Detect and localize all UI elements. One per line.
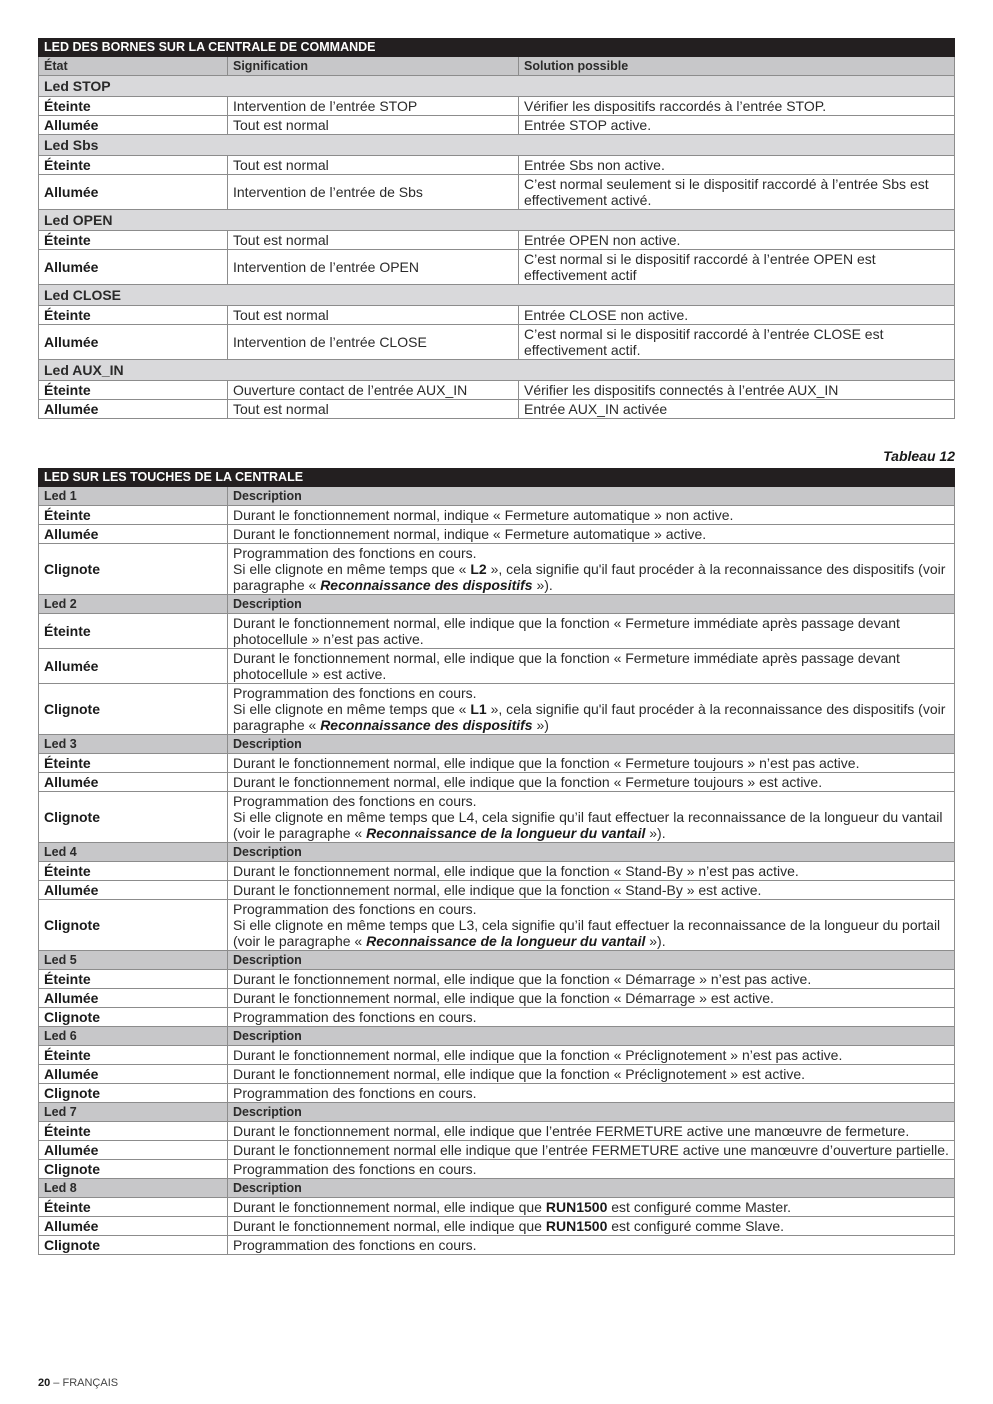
state-cell: Allumée bbox=[39, 773, 228, 792]
description-text: Programmation des fonctions en cours. bbox=[233, 1161, 477, 1177]
table-row bbox=[39, 754, 955, 773]
meaning-cell: Intervention de l’entrée OPEN bbox=[228, 250, 519, 285]
description-text: Durant le fonctionnement normal, elle indique que l’entrée FERMETURE active une manœuvre de fermeture. bbox=[233, 1123, 910, 1139]
description-cell bbox=[228, 1065, 955, 1084]
group-label: Led AUX_IN bbox=[39, 360, 955, 381]
state-cell: Éteinte bbox=[39, 156, 228, 175]
page-footer bbox=[38, 1377, 118, 1389]
description-cell bbox=[228, 989, 955, 1008]
meaning-cell: Intervention de l’entrée CLOSE bbox=[228, 325, 519, 360]
solution-cell: Entrée STOP active. bbox=[519, 116, 955, 135]
description-text: est configuré comme Slave. bbox=[607, 1218, 784, 1234]
description-cell bbox=[228, 506, 955, 525]
description-text: Programmation des fonctions en cours. bbox=[233, 1237, 477, 1253]
description-text: », cela signifie qu'il faut procéder à la reconnaissance des dispositifs (voir paragraphe « bbox=[233, 701, 946, 733]
description-cell bbox=[228, 970, 955, 989]
column-header-description: Description bbox=[228, 1103, 955, 1122]
description-text: ») bbox=[532, 717, 549, 733]
column-header-description: Description bbox=[228, 1027, 955, 1046]
group-label: Led STOP bbox=[39, 76, 955, 97]
column-header-description: Description bbox=[228, 595, 955, 614]
description-cell bbox=[228, 1084, 955, 1103]
description-text: Programmation des fonctions en cours. bbox=[233, 1009, 477, 1025]
state-cell: Éteinte bbox=[39, 1198, 228, 1217]
description-cell bbox=[228, 792, 955, 843]
state-cell: Allumée bbox=[39, 989, 228, 1008]
led-label: Led 6 bbox=[39, 1027, 228, 1046]
table-row bbox=[39, 1008, 955, 1027]
description-text: Si elle clignote en même temps que L3, cela signifie qu’il faut effectuer la reconnaissance de la longueur du portail (voir le paragraphe « bbox=[233, 917, 941, 949]
table-row bbox=[39, 773, 955, 792]
meaning-cell: Tout est normal bbox=[228, 231, 519, 250]
state-cell: Clignote bbox=[39, 900, 228, 951]
group-label: Led CLOSE bbox=[39, 285, 955, 306]
section-header-row bbox=[39, 487, 955, 506]
state-cell: Éteinte bbox=[39, 1046, 228, 1065]
description-text: Durant le fonctionnement normal, elle indique que la fonction « Fermeture immédiate après passage devant photocellule » n’est pas active. bbox=[233, 615, 900, 647]
led-label: Led 4 bbox=[39, 843, 228, 862]
table-row bbox=[39, 1198, 955, 1217]
column-header-description: Description bbox=[228, 1179, 955, 1198]
section-header-row bbox=[39, 1103, 955, 1122]
description-text: Programmation des fonctions en cours. bbox=[233, 685, 477, 701]
state-cell: Clignote bbox=[39, 1008, 228, 1027]
table-title: LED DES BORNES SUR LA CENTRALE DE COMMANDE bbox=[39, 39, 955, 57]
description-cell bbox=[228, 1160, 955, 1179]
section-header-row bbox=[39, 843, 955, 862]
description-text: Durant le fonctionnement normal, elle indique que la fonction « Démarrage » n’est pas active. bbox=[233, 971, 812, 987]
group-row bbox=[39, 135, 955, 156]
column-header-description: Description bbox=[228, 843, 955, 862]
description-text: Programmation des fonctions en cours. bbox=[233, 1085, 477, 1101]
description-text: »). bbox=[645, 825, 666, 841]
column-header-description: Description bbox=[228, 735, 955, 754]
state-cell: Éteinte bbox=[39, 862, 228, 881]
led-label: Led 1 bbox=[39, 487, 228, 506]
state-cell: Clignote bbox=[39, 684, 228, 735]
description-text: Durant le fonctionnement normal, elle indique que bbox=[233, 1199, 546, 1215]
emphasis-text: RUN1500 bbox=[545, 1218, 608, 1234]
terminal-led-table bbox=[38, 38, 955, 419]
table-row bbox=[39, 156, 955, 175]
led-label: Led 3 bbox=[39, 735, 228, 754]
table-row bbox=[39, 506, 955, 525]
description-text: »). bbox=[532, 577, 553, 593]
meaning-cell: Ouverture contact de l’entrée AUX_IN bbox=[228, 381, 519, 400]
emphasis-text: L1 bbox=[470, 701, 487, 717]
group-row bbox=[39, 76, 955, 97]
state-cell: Éteinte bbox=[39, 1122, 228, 1141]
state-cell: Clignote bbox=[39, 792, 228, 843]
solution-cell: Entrée Sbs non active. bbox=[519, 156, 955, 175]
description-cell bbox=[228, 525, 955, 544]
description-text: Si elle clignote en même temps que « bbox=[233, 701, 471, 717]
group-row bbox=[39, 210, 955, 231]
state-cell: Allumée bbox=[39, 250, 228, 285]
state-cell: Allumée bbox=[39, 525, 228, 544]
table-row bbox=[39, 881, 955, 900]
state-cell: Clignote bbox=[39, 544, 228, 595]
table-row bbox=[39, 792, 955, 843]
table-row bbox=[39, 1046, 955, 1065]
table-row bbox=[39, 1122, 955, 1141]
description-text: est configuré comme Master. bbox=[607, 1199, 791, 1215]
table-row bbox=[39, 614, 955, 649]
section-header-row bbox=[39, 735, 955, 754]
table-row bbox=[39, 97, 955, 116]
state-cell: Allumée bbox=[39, 649, 228, 684]
led-label: Led 2 bbox=[39, 595, 228, 614]
emphasis-text: Reconnaissance des dispositifs bbox=[320, 717, 533, 733]
state-cell: Éteinte bbox=[39, 506, 228, 525]
table-row bbox=[39, 306, 955, 325]
table-row bbox=[39, 1217, 955, 1236]
description-cell bbox=[228, 1198, 955, 1217]
solution-cell: Vérifier les dispositifs raccordés à l’entrée STOP. bbox=[519, 97, 955, 116]
meaning-cell: Tout est normal bbox=[228, 156, 519, 175]
meaning-cell: Tout est normal bbox=[228, 306, 519, 325]
state-cell: Allumée bbox=[39, 325, 228, 360]
meaning-cell: Tout est normal bbox=[228, 400, 519, 419]
emphasis-text: Reconnaissance de la longueur du vantail bbox=[366, 933, 646, 949]
description-text: Si elle clignote en même temps que « bbox=[233, 561, 471, 577]
table-row bbox=[39, 684, 955, 735]
solution-cell: C’est normal si le dispositif raccordé à l’entrée CLOSE est effectivement actif. bbox=[519, 325, 955, 360]
description-cell bbox=[228, 614, 955, 649]
table-row bbox=[39, 175, 955, 210]
section-header-row bbox=[39, 1027, 955, 1046]
table-row bbox=[39, 989, 955, 1008]
state-cell: Éteinte bbox=[39, 754, 228, 773]
description-text: Durant le fonctionnement normal, elle indique que la fonction « Fermeture immédiate après passage devant photocellule » est active. bbox=[233, 650, 900, 682]
solution-cell: Entrée OPEN non active. bbox=[519, 231, 955, 250]
state-cell: Allumée bbox=[39, 400, 228, 419]
description-cell bbox=[228, 684, 955, 735]
table-caption: Tableau 12 bbox=[883, 448, 955, 464]
solution-cell: Vérifier les dispositifs connectés à l’entrée AUX_IN bbox=[519, 381, 955, 400]
description-text: Si elle clignote en même temps que L4, cela signifie qu’il faut effectuer la reconnaissance de la longueur du vantail (voir le paragraphe « bbox=[233, 809, 943, 841]
description-text: Durant le fonctionnement normal elle indique que l’entrée FERMETURE active une manœuvre d’ouverture partielle. bbox=[233, 1142, 949, 1158]
group-label: Led Sbs bbox=[39, 135, 955, 156]
table-row bbox=[39, 400, 955, 419]
column-header-state: État bbox=[39, 57, 228, 76]
description-text: Durant le fonctionnement normal, indique « Fermeture automatique » active. bbox=[233, 526, 707, 542]
description-text: Programmation des fonctions en cours. bbox=[233, 545, 477, 561]
column-header-description: Description bbox=[228, 487, 955, 506]
solution-cell: C’est normal si le dispositif raccordé à l’entrée OPEN est effectivement actif bbox=[519, 250, 955, 285]
description-cell bbox=[228, 773, 955, 792]
button-led-table bbox=[38, 468, 955, 1255]
table-title: LED SUR LES TOUCHES DE LA CENTRALE bbox=[39, 469, 955, 487]
description-text: »). bbox=[645, 933, 666, 949]
description-cell bbox=[228, 1122, 955, 1141]
table-row bbox=[39, 1065, 955, 1084]
state-cell: Clignote bbox=[39, 1236, 228, 1255]
section-header-row bbox=[39, 951, 955, 970]
description-text: Programmation des fonctions en cours. bbox=[233, 793, 477, 809]
description-text: Durant le fonctionnement normal, elle indique que la fonction « Préclignotement » n’est pas active. bbox=[233, 1047, 843, 1063]
description-text: Durant le fonctionnement normal, elle indique que la fonction « Stand-By » n’est pas active. bbox=[233, 863, 799, 879]
table-row bbox=[39, 250, 955, 285]
table-row bbox=[39, 970, 955, 989]
state-cell: Éteinte bbox=[39, 614, 228, 649]
table-row bbox=[39, 900, 955, 951]
description-text: Durant le fonctionnement normal, elle indique que bbox=[233, 1218, 546, 1234]
solution-cell: Entrée CLOSE non active. bbox=[519, 306, 955, 325]
description-cell bbox=[228, 754, 955, 773]
solution-cell: C’est normal seulement si le dispositif raccordé à l’entrée Sbs est effectivement activé. bbox=[519, 175, 955, 210]
table-row bbox=[39, 1236, 955, 1255]
group-row bbox=[39, 360, 955, 381]
table-row bbox=[39, 231, 955, 250]
led-label: Led 5 bbox=[39, 951, 228, 970]
group-row bbox=[39, 285, 955, 306]
section-header-row bbox=[39, 1179, 955, 1198]
description-text: Durant le fonctionnement normal, indique « Fermeture automatique » non active. bbox=[233, 507, 734, 523]
led-label: Led 7 bbox=[39, 1103, 228, 1122]
description-text: Durant le fonctionnement normal, elle indique que la fonction « Fermeture toujours » est active. bbox=[233, 774, 823, 790]
description-text: Durant le fonctionnement normal, elle indique que la fonction « Fermeture toujours » n’est pas active. bbox=[233, 755, 860, 771]
description-cell bbox=[228, 862, 955, 881]
table-row bbox=[39, 544, 955, 595]
description-cell bbox=[228, 900, 955, 951]
state-cell: Allumée bbox=[39, 116, 228, 135]
emphasis-text: L2 bbox=[470, 561, 487, 577]
description-cell bbox=[228, 649, 955, 684]
table-row bbox=[39, 1141, 955, 1160]
table-row bbox=[39, 862, 955, 881]
table-row bbox=[39, 116, 955, 135]
section-header-row bbox=[39, 595, 955, 614]
page-number: 20 bbox=[38, 1377, 51, 1389]
state-cell: Éteinte bbox=[39, 970, 228, 989]
table-row bbox=[39, 1084, 955, 1103]
state-cell: Éteinte bbox=[39, 97, 228, 116]
column-header-meaning: Signification bbox=[228, 57, 519, 76]
table-row bbox=[39, 649, 955, 684]
state-cell: Clignote bbox=[39, 1160, 228, 1179]
column-header-description: Description bbox=[228, 951, 955, 970]
meaning-cell: Intervention de l’entrée STOP bbox=[228, 97, 519, 116]
state-cell: Allumée bbox=[39, 881, 228, 900]
solution-cell: Entrée AUX_IN activée bbox=[519, 400, 955, 419]
description-cell bbox=[228, 881, 955, 900]
table-row bbox=[39, 381, 955, 400]
state-cell: Éteinte bbox=[39, 306, 228, 325]
column-header-solution: Solution possible bbox=[519, 57, 955, 76]
led-label: Led 8 bbox=[39, 1179, 228, 1198]
emphasis-text: Reconnaissance des dispositifs bbox=[320, 577, 533, 593]
description-text: Durant le fonctionnement normal, elle indique que la fonction « Préclignotement » est active. bbox=[233, 1066, 806, 1082]
description-cell bbox=[228, 1236, 955, 1255]
state-cell: Clignote bbox=[39, 1084, 228, 1103]
description-cell bbox=[228, 1046, 955, 1065]
description-cell bbox=[228, 1141, 955, 1160]
meaning-cell: Tout est normal bbox=[228, 116, 519, 135]
footer-language: – FRANÇAIS bbox=[50, 1377, 119, 1389]
state-cell: Allumée bbox=[39, 1141, 228, 1160]
description-text: Durant le fonctionnement normal, elle indique que la fonction « Stand-By » est active. bbox=[233, 882, 762, 898]
state-cell: Allumée bbox=[39, 1217, 228, 1236]
description-text: », cela signifie qu'il faut procéder à la reconnaissance des dispositifs (voir paragraphe « bbox=[233, 561, 946, 593]
state-cell: Allumée bbox=[39, 175, 228, 210]
meaning-cell: Intervention de l’entrée de Sbs bbox=[228, 175, 519, 210]
description-text: Programmation des fonctions en cours. bbox=[233, 901, 477, 917]
description-cell bbox=[228, 1008, 955, 1027]
emphasis-text: RUN1500 bbox=[545, 1199, 608, 1215]
table-row bbox=[39, 525, 955, 544]
table-row bbox=[39, 1160, 955, 1179]
description-text: Durant le fonctionnement normal, elle indique que la fonction « Démarrage » est active. bbox=[233, 990, 774, 1006]
state-cell: Éteinte bbox=[39, 381, 228, 400]
table-row bbox=[39, 325, 955, 360]
description-cell bbox=[228, 1217, 955, 1236]
group-label: Led OPEN bbox=[39, 210, 955, 231]
state-cell: Éteinte bbox=[39, 231, 228, 250]
emphasis-text: Reconnaissance de la longueur du vantail bbox=[366, 825, 646, 841]
description-cell bbox=[228, 544, 955, 595]
state-cell: Allumée bbox=[39, 1065, 228, 1084]
